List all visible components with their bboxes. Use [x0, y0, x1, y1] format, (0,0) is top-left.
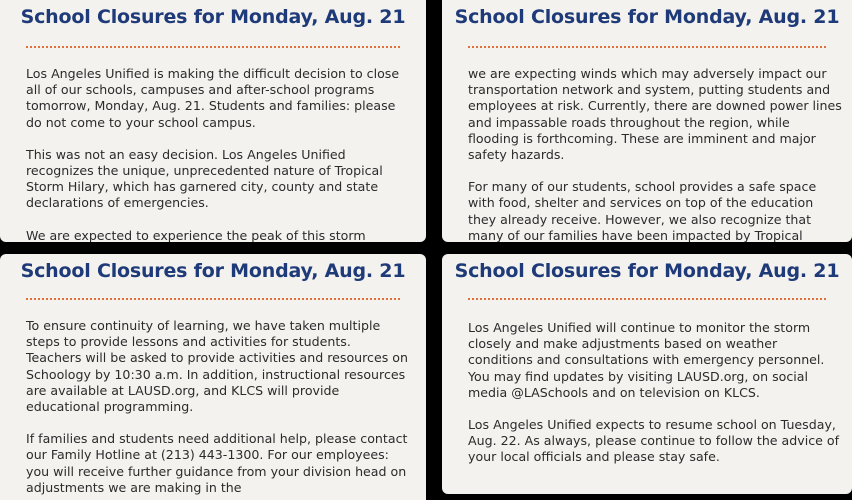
panel-title: School Closures for Monday, Aug. 21 [454, 6, 840, 28]
paragraph: Los Angeles Unified is making the difficult decision to close all of our schools, campuses and after-school programs tomorrow, Monday, Aug. 21. Students and families: please do not come to your school campus. [26, 66, 400, 130]
panel-title: School Closures for Monday, Aug. 21 [20, 260, 406, 282]
panel-title: School Closures for Monday, Aug. 21 [454, 260, 840, 282]
paragraph: If families and students need additional help, please contact our Family Hotline at (213) 443-1300. For our employees: you will receive further guidance from your division head on adjustments we are making in the [26, 431, 408, 495]
notice-panel-4 [442, 254, 852, 494]
paragraph: For many of our students, school provides a safe space with food, shelter and services on top of the education they already receive. However, we also recognize that many of our families have been impacted by Tropical [468, 179, 817, 242]
paragraph: To ensure continuity of learning, we have taken multiple steps to provide lessons and activities for students. Teachers will be asked to provide activities and resources on Schoology by 10:30 a.m. In addition, instructional resources are available at LAUSD.org, and KLCS will provide educational programming. [26, 318, 408, 415]
notice-panel-1 [0, 0, 426, 242]
paragraph: Los Angeles Unified expects to resume school on Tuesday, Aug. 22. As always, please continue to follow the advice of your local officials and please stay safe. [468, 417, 840, 465]
notice-panel-3 [0, 254, 426, 500]
paragraph: Los Angeles Unified will continue to monitor the storm closely and make adjustments based on weather conditions and consultations with emergency personnel. You may find updates by visiting LAUSD.org, on social media @LASchools and on television on KLCS. [468, 320, 825, 400]
paragraph: we are expecting winds which may adversely impact our transportation network and system, putting students and employees at risk. Currently, there are downed power lines and impassable roads throughout the region, while flooding is forthcoming. These are imminent and major safety hazards. [468, 66, 842, 163]
panel-body [468, 320, 842, 482]
dotted-divider [26, 46, 400, 48]
panel-body [26, 66, 408, 242]
panel-title: School Closures for Monday, Aug. 21 [20, 6, 406, 28]
dotted-divider [26, 298, 400, 300]
paragraph: This was not an easy decision. Los Angeles Unified recognizes the unique, unprecedented nature of Tropical Storm Hilary, which has garnered city, county and state declarations of emergencies. [26, 146, 383, 211]
notice-panel-2 [442, 0, 852, 242]
panel-body [26, 318, 408, 500]
dotted-divider [468, 298, 826, 300]
panel-body [468, 66, 842, 242]
paragraph: We are expected to experience the peak of this storm [26, 227, 366, 242]
dotted-divider [468, 46, 826, 48]
